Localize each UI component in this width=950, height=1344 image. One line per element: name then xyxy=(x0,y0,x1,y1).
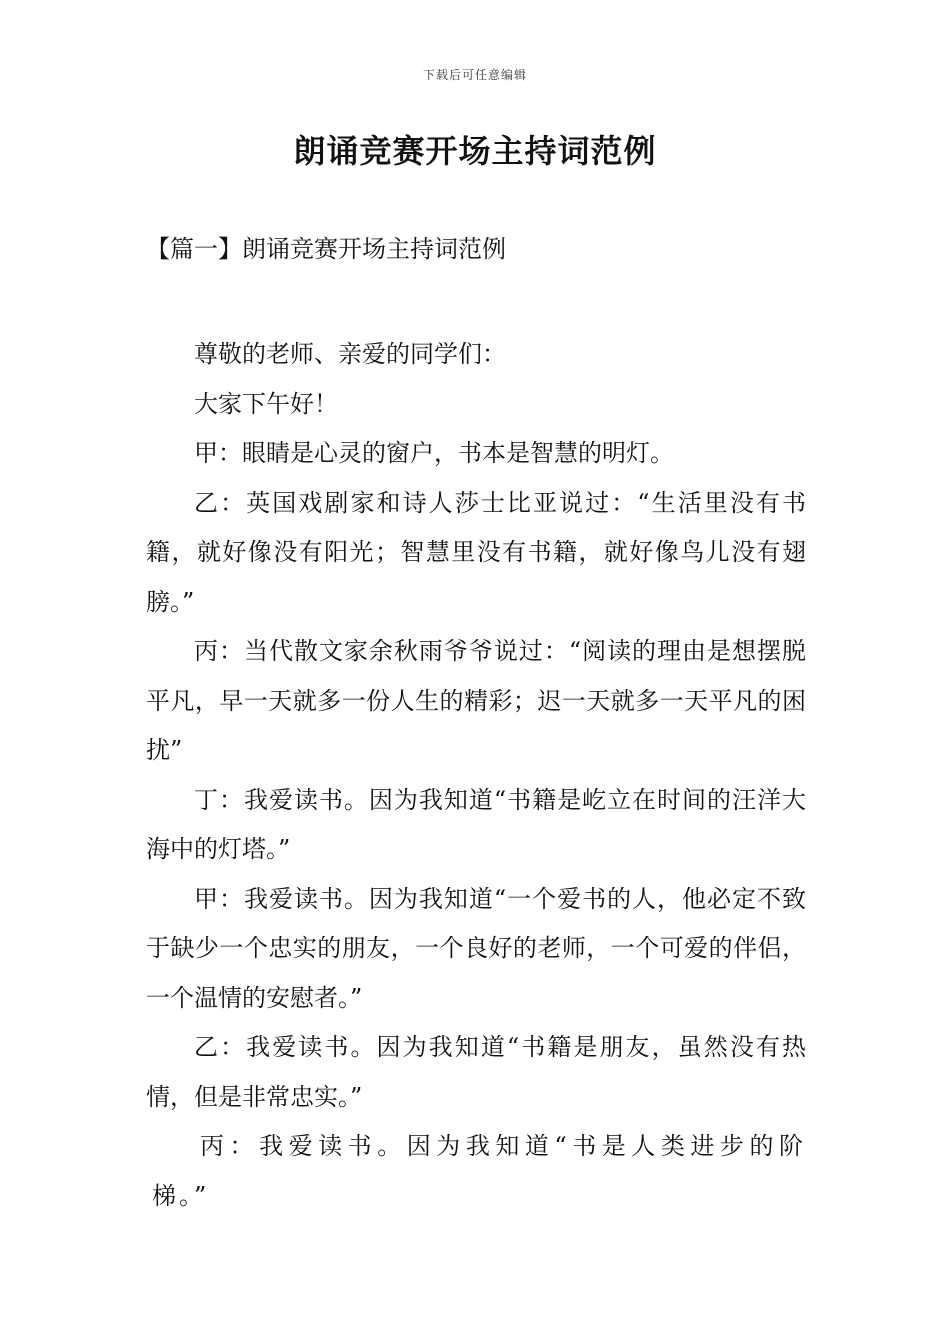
section-heading: 【篇一】朗诵竞赛开场主持词范例 xyxy=(146,235,506,263)
paragraph-bing-1: 丙：当代散文家余秋雨爷爷说过：“阅读的理由是想摆脱平凡，早一天就多一份人生的精彩；迟一天就多一天平凡的困扰” xyxy=(146,637,806,764)
paragraph-jia-2: 甲：我爱读书。因为我知道“一个爱书的人，他必定不致于缺少一个忠实的朋友，一个良好的老师，一个可爱的伴侣，一个温情的安慰者。” xyxy=(146,884,806,1012)
paragraph-ding-1: 丁：我爱读书。因为我知道“书籍是屹立在时间的汪洋大海中的灯塔。” xyxy=(146,785,806,863)
paragraph-greeting: 尊敬的老师、亲爱的同学们： xyxy=(194,340,506,368)
paragraph-good-afternoon: 大家下午好！ xyxy=(194,389,338,418)
body-text xyxy=(146,330,806,1221)
document-title: 朗诵竞赛开场主持词范例 xyxy=(293,132,657,170)
paragraph-yi-1: 乙：英国戏剧家和诗人莎士比亚说过：“生活里没有书籍，就好像没有阳光；智慧里没有书籍，就好像鸟儿没有翅膀。” xyxy=(146,488,806,616)
paragraph-bing-2: 丙：我爱读书。因为我知道“书是人类进步的阶梯。” xyxy=(152,1132,806,1210)
page-header-note: 下载后可任意编辑 xyxy=(422,68,527,82)
paragraph-yi-2: 乙：我爱读书。因为我知道“书籍是朋友，虽然没有热情，但是非常忠实。” xyxy=(146,1033,806,1111)
paragraph-jia-1: 甲：眼睛是心灵的窗户，书本是智慧的明灯。 xyxy=(194,439,674,467)
